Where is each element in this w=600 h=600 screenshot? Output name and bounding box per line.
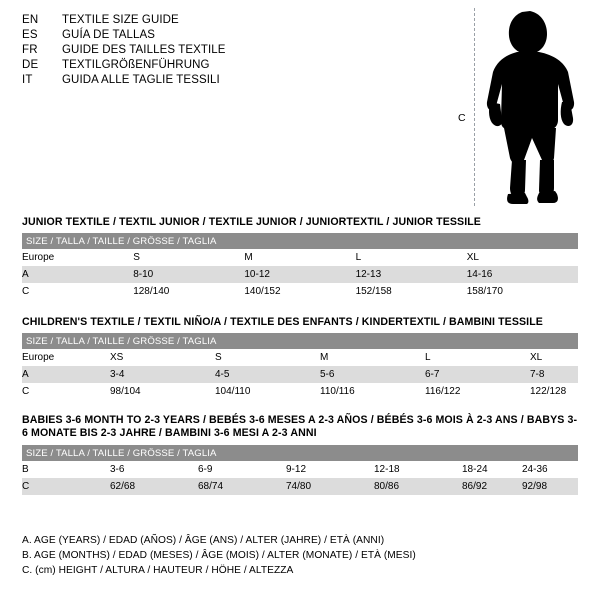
table-row <box>22 383 578 400</box>
row-label: A <box>22 266 133 283</box>
legend-line-a: A. AGE (YEARS) / EDAD (AÑOS) / ÂGE (ANS) / ALTER (JAHRE) / ETÀ (ANNI) <box>22 535 385 546</box>
cell: 9-12 <box>286 461 374 478</box>
junior-size-table <box>22 233 578 300</box>
row-label: C <box>22 283 133 300</box>
cell: 128/140 <box>133 283 244 300</box>
cell: 12-18 <box>374 461 462 478</box>
measurement-figure <box>452 8 592 208</box>
language-code: FR <box>22 44 38 56</box>
row-label: C <box>22 383 110 400</box>
cell: M <box>320 349 425 366</box>
legend-line-b: B. AGE (MONTHS) / EDAD (MESES) / ÂGE (MOIS) / ALTER (MONATE) / ETÀ (MESI) <box>22 550 416 561</box>
cell: 86/92 <box>462 478 522 495</box>
section-title: CHILDREN'S TEXTILE / TEXTIL NIÑO/A / TEXTILE DES ENFANTS / KINDERTEXTIL / BAMBINI TESSILE <box>22 316 543 328</box>
header-row <box>22 59 442 71</box>
cell: 18-24 <box>462 461 522 478</box>
section-title: BABIES 3-6 MONTH TO 2-3 YEARS / BEBÉS 3-6 MESES A 2-3 AÑOS / BÉBÉS 3-6 MOIS À 2-3 ANS / BABYS 3-6 MONATE BIS 2-3 JAHRE / BAMBINI 3-6 MESI A 2-3 ANNI <box>22 414 578 439</box>
table-header-label: SIZE / TALLA / TAILLE / GRÖSSE / TAGLIA <box>22 233 578 249</box>
cell: XL <box>467 249 578 266</box>
cell: 6-7 <box>425 366 530 383</box>
table-row <box>22 461 578 478</box>
cell: 4-5 <box>215 366 320 383</box>
language-title: GUIDA ALLE TAGLIE TESSILI <box>62 74 220 86</box>
language-code: EN <box>22 14 39 26</box>
child-silhouette-icon <box>484 10 588 211</box>
language-code: DE <box>22 59 39 71</box>
cell: 68/74 <box>198 478 286 495</box>
cell: 5-6 <box>320 366 425 383</box>
section-babies <box>22 414 578 495</box>
cell: 104/110 <box>215 383 320 400</box>
language-code: IT <box>22 74 33 86</box>
table-header-label: SIZE / TALLA / TAILLE / GRÖSSE / TAGLIA <box>22 333 578 349</box>
row-label: Europe <box>22 249 133 266</box>
cell: 10-12 <box>244 266 355 283</box>
cell: XS <box>110 349 215 366</box>
cell: 122/128 <box>530 383 578 400</box>
cell: 116/122 <box>425 383 530 400</box>
table-row <box>22 249 578 266</box>
cell: S <box>133 249 244 266</box>
section-junior <box>22 216 578 300</box>
section-children <box>22 316 578 400</box>
legend-line-c: C. (cm) HEIGHT / ALTURA / HAUTEUR / HÖHE / ALTEZZA <box>22 565 294 576</box>
language-code: ES <box>22 29 38 41</box>
language-title: TEXTILGRÖßENFÜHRUNG <box>62 59 210 71</box>
height-guide-line <box>474 8 475 206</box>
row-label: C <box>22 478 110 495</box>
cell: 14-16 <box>467 266 578 283</box>
babies-size-table <box>22 445 578 495</box>
table-header-label: SIZE / TALLA / TAILLE / GRÖSSE / TAGLIA <box>22 445 578 461</box>
row-label: Europe <box>22 349 110 366</box>
cell: 7-8 <box>530 366 578 383</box>
children-size-table <box>22 333 578 400</box>
cell: L <box>356 249 467 266</box>
table-row <box>22 349 578 366</box>
cell: 3-4 <box>110 366 215 383</box>
row-label: A <box>22 366 110 383</box>
cell: L <box>425 349 530 366</box>
cell: 74/80 <box>286 478 374 495</box>
cell: 62/68 <box>110 478 198 495</box>
cell: 80/86 <box>374 478 462 495</box>
cell: 12-13 <box>356 266 467 283</box>
table-row <box>22 266 578 283</box>
table-row <box>22 366 578 383</box>
language-header-block <box>22 14 442 89</box>
cell: M <box>244 249 355 266</box>
cell: 158/170 <box>467 283 578 300</box>
cell: 110/116 <box>320 383 425 400</box>
table-header-row <box>22 445 578 461</box>
cell: 3-6 <box>110 461 198 478</box>
table-header-row <box>22 233 578 249</box>
cell: XL <box>530 349 578 366</box>
cell: 6-9 <box>198 461 286 478</box>
language-title: GUIDE DES TAILLES TEXTILE <box>62 44 226 56</box>
header-row <box>22 29 442 41</box>
language-title: TEXTILE SIZE GUIDE <box>62 14 179 26</box>
table-row <box>22 283 578 300</box>
section-title: JUNIOR TEXTILE / TEXTIL JUNIOR / TEXTILE JUNIOR / JUNIORTEXTIL / JUNIOR TESSILE <box>22 216 481 228</box>
cell: 92/98 <box>522 478 578 495</box>
table-row <box>22 478 578 495</box>
measure-label-c: C <box>458 112 466 124</box>
cell: 140/152 <box>244 283 355 300</box>
header-row <box>22 44 442 56</box>
legend-block <box>22 533 582 578</box>
cell: 24-36 <box>522 461 578 478</box>
cell: 8-10 <box>133 266 244 283</box>
cell: 98/104 <box>110 383 215 400</box>
row-label: B <box>22 461 110 478</box>
header-row <box>22 74 442 86</box>
cell: S <box>215 349 320 366</box>
language-title: GUÍA DE TALLAS <box>62 29 156 41</box>
table-header-row <box>22 333 578 349</box>
header-row <box>22 14 442 26</box>
cell: 152/158 <box>356 283 467 300</box>
